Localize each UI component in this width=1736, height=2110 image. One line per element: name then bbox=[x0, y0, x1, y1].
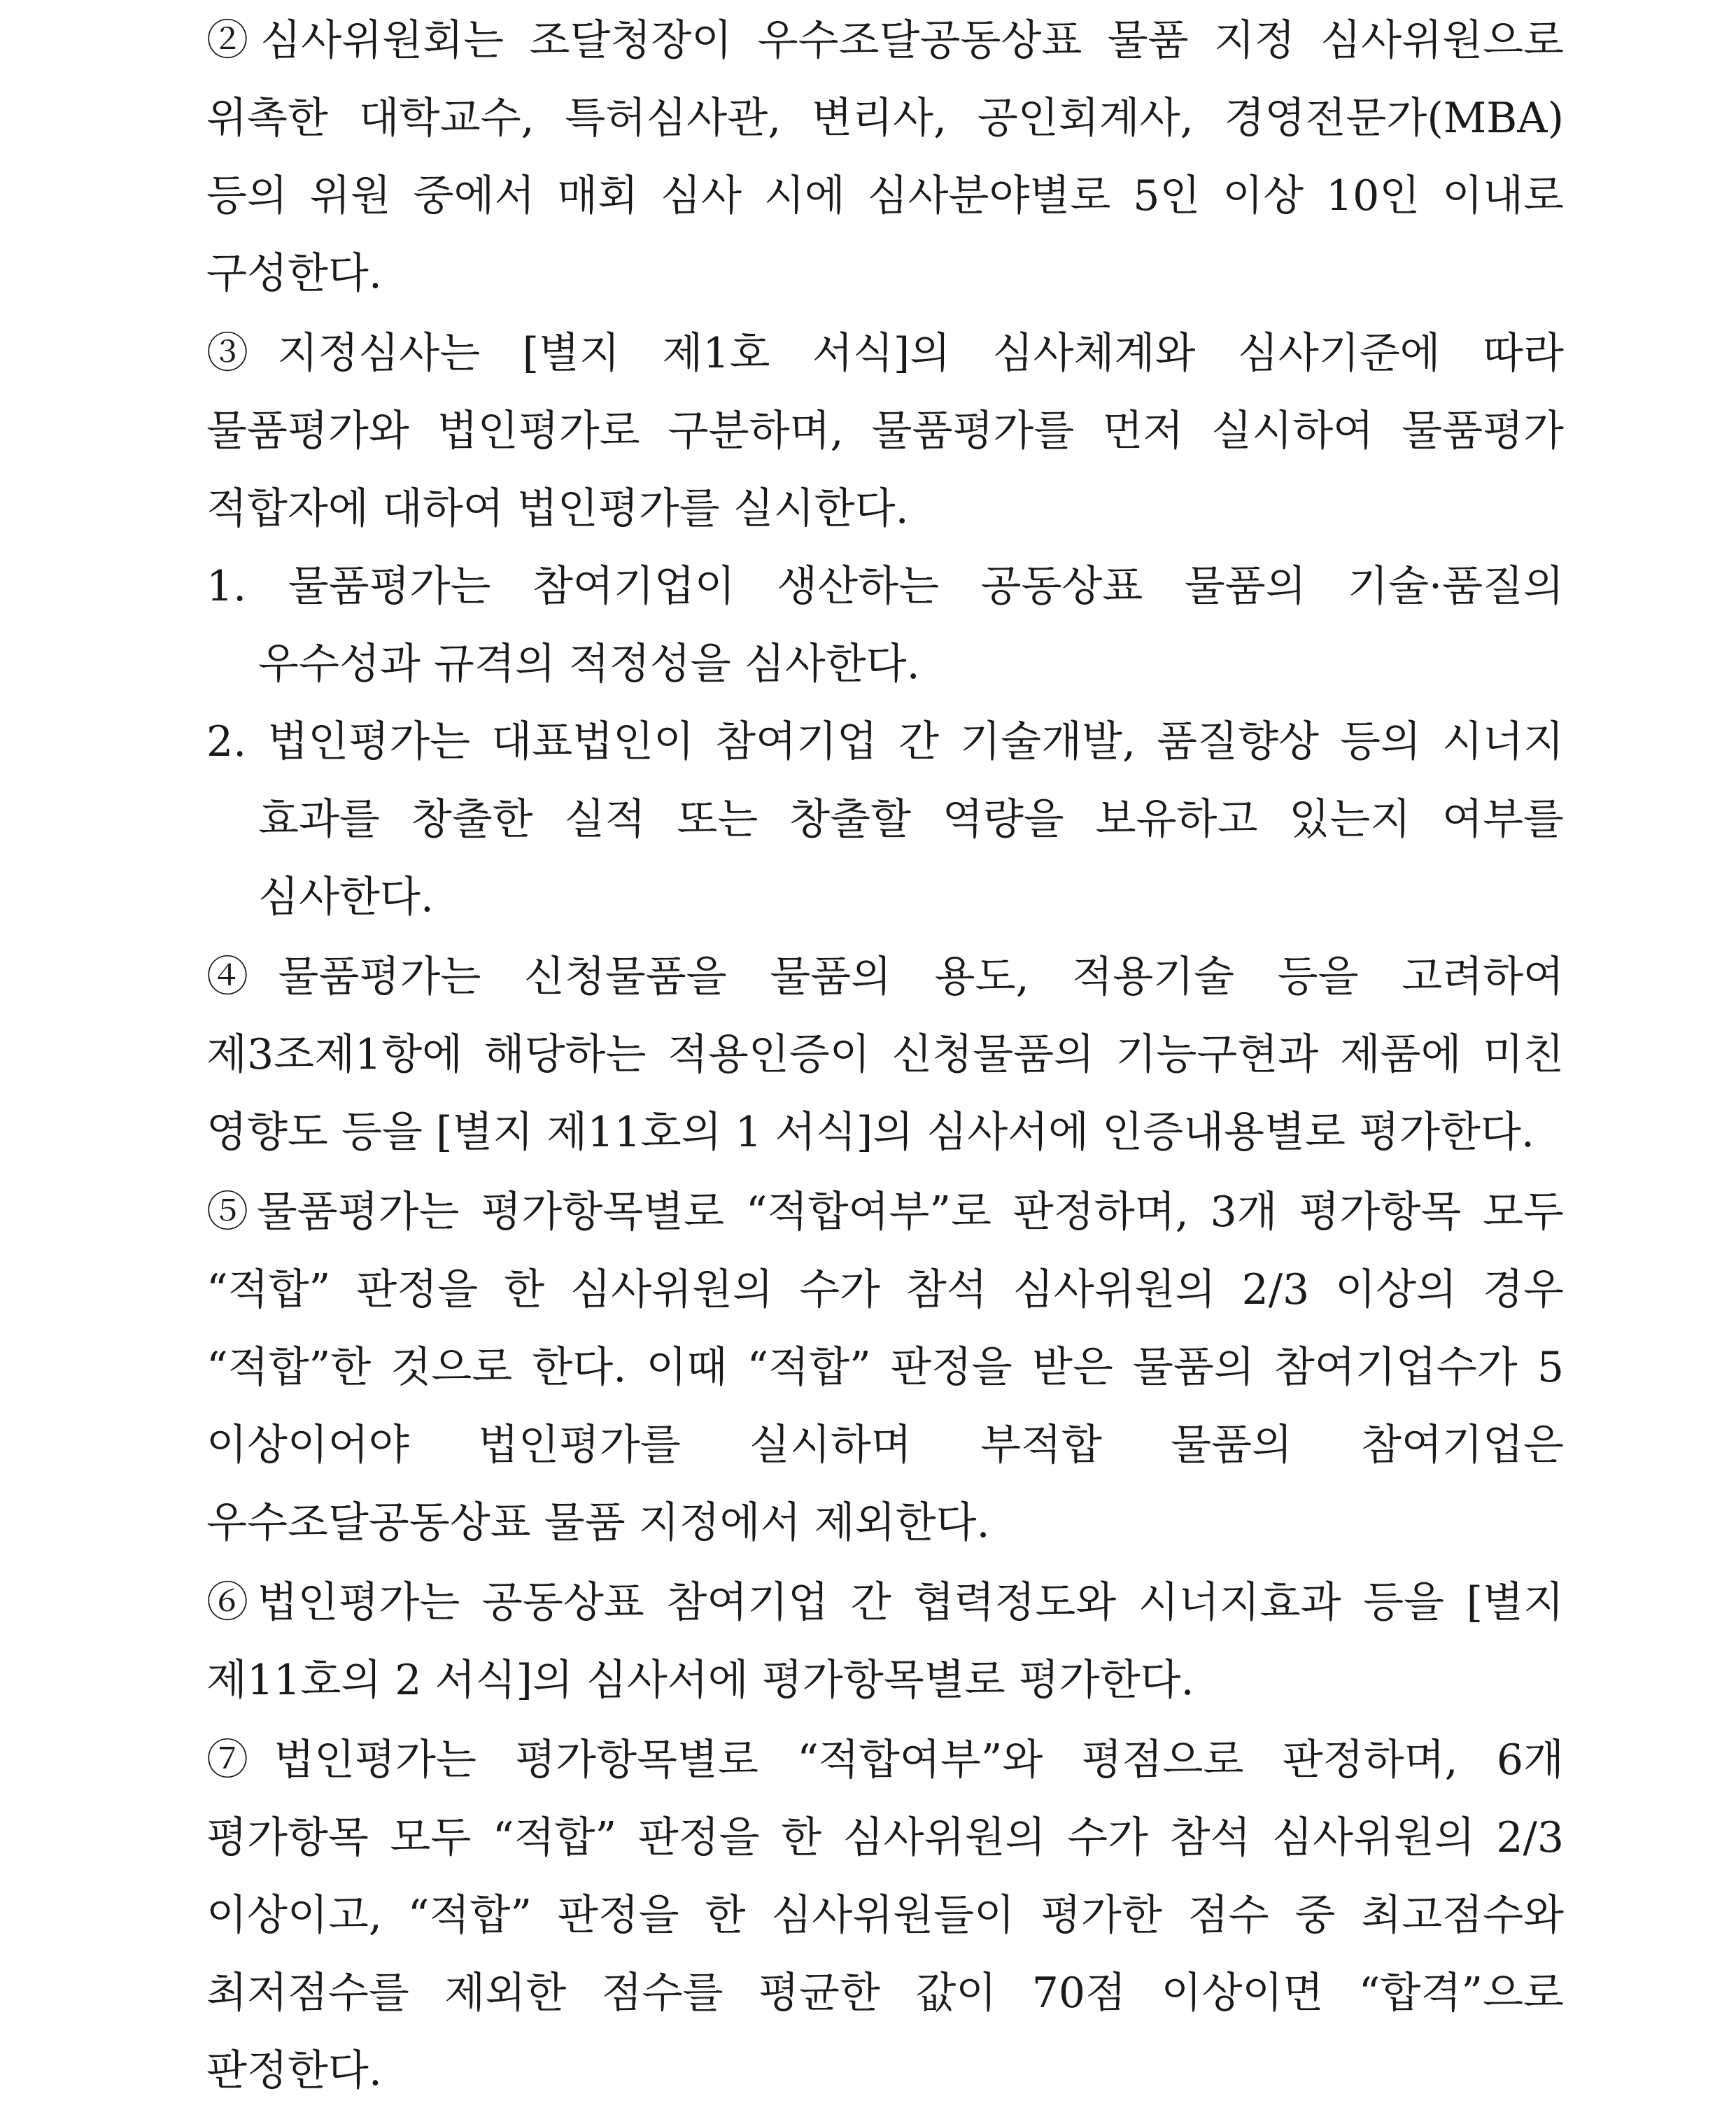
paragraph-4-product-evaluation-method: ④물품평가는 신청물품을 물품의 용도, 적용기술 등을 고려하여 제3조제1항에 해당하는 적용인증이 신청물품의 기능구현과 제품에 미친 영향도 등을 [별지 제11호의 1 서식]의 심사서에 인증내용별로 평가한다. bbox=[206, 952, 1564, 1157]
paragraph-5-product-evaluation-judgment: ⑤물품평가는 평가항목별로 “적합여부”로 판정하며, 3개 평가항목 모두 “적합” 판정을 한 심사위원의 수가 참석 심사위원의 2/3 이상의 경우 “적합”한 것으로 한다. 이때 “적합” 판정을 받은 물품의 참여기업수가 5 이상이어야 법인평가를 실시하며 부적합 물품의 참여기업은 우수조달공동상표 물품 지정에서 제외한다. bbox=[206, 1188, 1564, 1547]
paragraph-7-corporate-evaluation-judgment: ⑦법인평가는 평가항목별로 “적합여부”와 평점으로 판정하며, 6개 평가항목 모두 “적합” 판정을 한 심사위원의 수가 참석 심사위원의 2/3 이상이고, “적합” 판정을 한 심사위원들이 평가한 점수 중 최고점수와 최저점수를 제외한 점수를 평균한 값이 70점 이상이면 “합격”으로 판정한다. bbox=[206, 1736, 1564, 2095]
list-item-2-corporate-evaluation: 2. 법인평가는 대표법인이 참여기업 간 기술개발, 품질향상 등의 시너지 효과를 창출한 실적 또는 창출할 역량을 보유하고 있는지 여부를 심사한다. bbox=[206, 717, 1564, 922]
paragraph-2-committee-composition: ②심사위원회는 조달청장이 우수조달공동상표 물품 지정 심사위원으로 위촉한 대학교수, 특허심사관, 변리사, 공인회계사, 경영전문가(MBA) 등의 위원 중에서 매회 심사 시에 심사분야별로 5인 이상 10인 이내로 구성한다. bbox=[206, 16, 1564, 298]
paragraph-3-designation-review: ③지정심사는 [별지 제1호 서식]의 심사체계와 심사기준에 따라 물품평가와 법인평가로 구분하며, 물품평가를 먼저 실시하여 물품평가 적합자에 대하여 법인평가를 실시한다. bbox=[206, 329, 1564, 533]
list-item-1-product-evaluation: 1. 물품평가는 참여기업이 생산하는 공동상표 물품의 기술·품질의 우수성과 규격의 적정성을 심사한다. bbox=[206, 562, 1564, 689]
document-page bbox=[206, 0, 1564, 2110]
paragraph-6-corporate-evaluation-method: ⑥법인평가는 공동상표 참여기업 간 협력정도와 시너지효과 등을 [별지 제11호의 2 서식]의 심사서에 평가항목별로 평가한다. bbox=[206, 1578, 1564, 1705]
